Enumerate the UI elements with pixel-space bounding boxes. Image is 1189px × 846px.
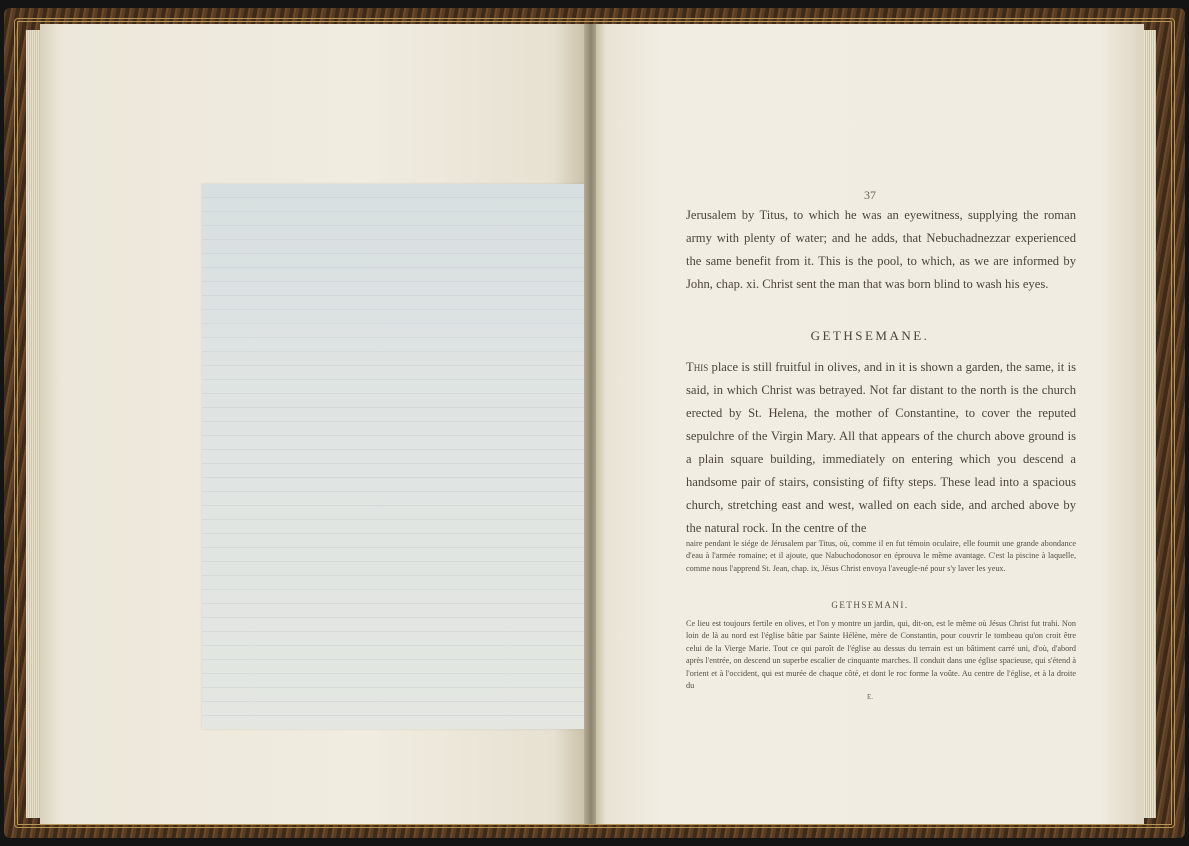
english-paragraph-1: Jerusalem by Titus, to which he was an eyewitness, supplying the roman army with plenty of water; and he adds, that Nebuchadnezzar experienced the same benefit from it. This is the pool, to which, as we are informed by John, chap. xi. Christ sent the man that was born blind to wash his eyes. [686,208,1076,291]
tissue-guard [202,184,586,729]
french-heading: GETHSEMANI. [831,600,909,610]
left-page [40,24,586,824]
right-page [596,24,1144,824]
french-paragraph-1: naire pendant le siége de Jérusalem par Titus, où, comme il en fut témoin oculaire, elle fournit une grande abondance d'eau à l'armée romaine; et il ajoute, que Nabuchodonosor en éprouva le même avantage. C'est la piscine à laquelle, comme nous l'apprend St. Jean, chap. ix, Jésus Christ envoya l'aveugle-né pour s'y laver les yeux. [686,539,1076,573]
page-number: 37 [864,188,876,202]
english-paragraph-2-text: place is still fruitful in olives, and in it is shown a garden, the same, it is said, in which Christ was betrayed. Not far distant to the north is the church erected by St. Helena, the mother of Constantine, to cover the reputed sepulchre of the Virgin Mary. All that appears of the church above ground is a plain square building, immediately on entering which you descend a handsome pair of stairs, consisting of fifty steps. These lead into a spacious church, stretching east and west, walled on each side, and arched above by the natural rock. In the centre of the [686,360,1076,535]
english-paragraph-2-lead: This [686,360,709,374]
english-heading: GETHSEMANE. [810,328,930,343]
french-paragraph-2: Ce lieu est toujours fertile en olives, et l'on y montre un jardin, qui, dit-on, est le même où Jésus Christ fut trahi. Non loin de là au nord est l'église bâtie par Sainte Hélène, mère de Constantin, pour couvrir le tombeau qu'on croit être celui de la Vierge Marie. Tout ce qui paroît de l'église au dessus du terrain est un bâtiment carré uni, d'où, d'abord après l'entrée, on descend un superbe escalier de cinquante marches. Il conduit dans une église spacieuse, qui s'étend à l'orient et à l'occident, qui est murée de chaque côté, et dont le roc forme la voûte. Au centre de l'église, et à la droite du [686,619,1076,691]
signature-mark: E. [866,693,874,701]
english-paragraph-2 [686,356,1076,540]
right-page-edges [1142,30,1156,818]
